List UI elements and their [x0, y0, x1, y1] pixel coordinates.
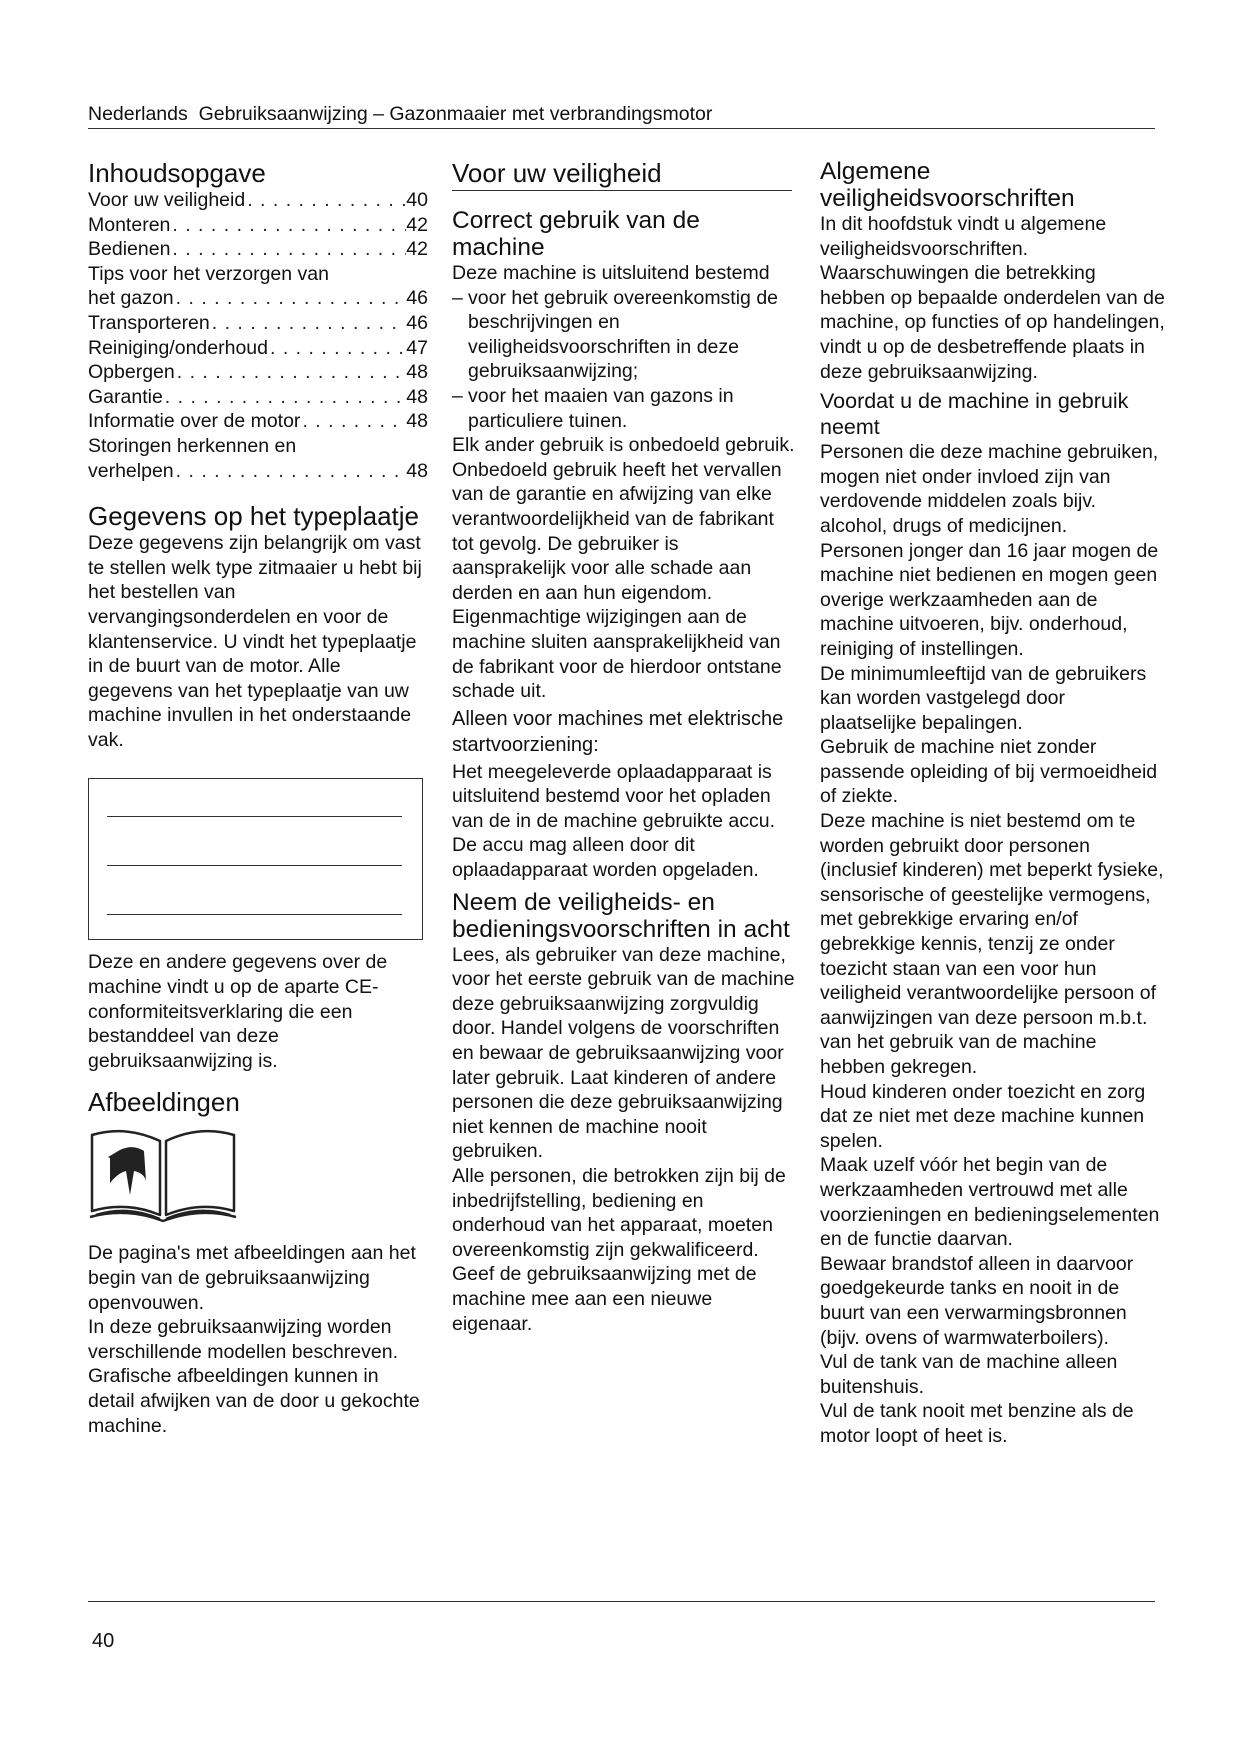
toc-leader [210, 311, 407, 336]
safety-title: Voor uw veiligheid [452, 158, 792, 191]
toc-entry[interactable] [88, 237, 428, 262]
toc-entry-page: 47 [406, 336, 428, 359]
toc-entry-label: Garantie [88, 385, 163, 408]
toc-entry[interactable] [88, 459, 428, 484]
toc-entry-page: 48 [406, 361, 428, 384]
toc-leader [174, 286, 407, 311]
general-title: Algemene veiligheidsvoorschriften [820, 158, 1075, 212]
toc-entry-label: Monteren [88, 213, 171, 236]
toc-entry[interactable] [88, 336, 428, 361]
bullet-text: voor het maaien van gazons in particuliere tuinen. [468, 384, 734, 432]
list-item: – voor het maaien van gazons in particuliere tuinen. [452, 384, 797, 433]
toc-list [88, 188, 428, 483]
before-use-paragraphs [820, 440, 1165, 1448]
column-middle [452, 158, 797, 1336]
toc-leader [170, 237, 406, 262]
before-use-paragraph: Personen jonger dan 16 jaar mogen de machine niet bedienen en mogen geen overige werkzaamheden aan de machine uitvoeren, bijv. onderhoud, reiniging of instellingen. [820, 539, 1159, 660]
toc-entry[interactable] [88, 409, 428, 434]
observe-title: Neem de veiligheids- en bedieningsvoorschriften in acht [452, 888, 790, 943]
toc-leader [174, 459, 407, 484]
typeplate-box[interactable] [88, 778, 423, 940]
toc-leader [163, 385, 407, 410]
toc-leader [300, 409, 406, 434]
column-left [88, 158, 428, 1438]
toc-entry[interactable] [88, 262, 428, 287]
toc-entry-label: Informatie over de motor [88, 410, 301, 433]
before-use-paragraph: Personen die deze machine gebruiken, mogen niet onder invloed zijn van verdovende middelen zoals bijv. alcohol, drugs of medicijnen. [820, 441, 1159, 537]
electric-body: Het meegeleverde oplaadapparaat is uitsluitend bestemd voor het opladen van de in de machine gebruikte accu. De accu mag alleen door dit oplaadapparaat worden opgeladen. [452, 760, 776, 882]
correct-use-p1: Elk ander gebruik is onbedoeld gebruik. Onbedoeld gebruik heeft het vervallen van de garantie en afwijzing van elke verantwoordelijkheid van de fabrikant tot gevolg. De gebruiker is aansprakelijk voor alle schade aan derden en aan hun eigendom. [452, 434, 795, 604]
before-use-paragraph: Bewaar brandstof alleen in daarvoor goedgekeurde tanks en nooit in de buurt van een verwarmingsbronnen (bijv. ovens of warmwaterboilers). [820, 1252, 1134, 1349]
toc-entry[interactable] [88, 286, 428, 311]
illustrations-body-2: In deze gebruiksaanwijzing worden verschillende modellen beschreven. Grafische afbeeldingen kunnen in detail afwijken van de door u gekochte machine. [88, 1316, 420, 1437]
general-p2: Waarschuwingen die betrekking hebben op bepaalde onderdelen van de machine, op functies of op handelingen, vindt u op de desbetreffende plaats in deze gebruiksaanwijzing. [820, 262, 1165, 383]
toc-entry[interactable] [88, 385, 428, 410]
toc-entry-label: Reiniging/onderhoud [88, 336, 268, 359]
toc-entry-page: 48 [406, 459, 428, 482]
toc-leader [175, 360, 407, 385]
toc-leader [268, 336, 406, 361]
before-use-paragraph: Vul de tank nooit met benzine als de motor loopt of heet is. [820, 1400, 1134, 1447]
observe-p3: Geef de gebruiksaanwijzing met de machine mee aan een nieuwe eigenaar. [452, 1263, 757, 1335]
running-header [88, 103, 712, 126]
typeplate-title: Gegevens op het typeplaatje [88, 501, 420, 532]
toc-entry-label: Bedienen [88, 238, 171, 261]
correct-use-intro: Deze machine is uitsluitend bestemd [452, 262, 770, 284]
header-title: Gebruiksaanwijzing – Gazonmaaier met verbrandingsmotor [198, 103, 713, 125]
observe-p2: Alle personen, die betrokken zijn bij de inbedrijfstelling, bediening en onderhoud van het apparaat, moeten overeenkomstig zijn gekwalificeerd. [452, 1165, 786, 1261]
before-use-paragraph: Maak uzelf vóór het begin van de werkzaamheden vertrouwd met alle voorzieningen en bedieningselementen en de functie daarvan. [820, 1154, 1160, 1251]
toc-entry-label: het gazon [88, 287, 174, 310]
toc-entry-label: Storingen herkennen en [88, 434, 297, 457]
footer-rule [88, 1601, 1155, 1602]
illustrations-title: Afbeeldingen [88, 1087, 240, 1118]
before-use-title: Voordat u de machine in gebruik neemt [820, 389, 1129, 440]
list-item: – voor het gebruik overeenkomstig de beschrijvingen en veiligheidsvoorschriften in deze gebruiksaanwijzing; [452, 286, 797, 384]
toc-leader [170, 213, 406, 238]
toc-entry-page: 40 [406, 189, 428, 211]
toc-entry-label: Tips voor het verzorgen van [88, 262, 329, 285]
toc-title: Inhoudsopgave [88, 158, 266, 188]
correct-use-title: Correct gebruik van de machine [452, 207, 700, 261]
book-page-turn-icon [88, 1127, 238, 1223]
toc-entry-page: 42 [406, 213, 428, 236]
before-use-paragraph: De minimumleeftijd van de gebruikers kan worden vastgelegd door plaatselijke bepalingen. [820, 662, 1147, 734]
toc-entry[interactable] [88, 311, 428, 336]
column-right [820, 158, 1165, 1449]
before-use-paragraph: Deze machine is niet bestemd om te worden gebruikt door personen (inclusief kinderen) met beperkt fysieke, sensorische of geestelijke vermogens, met gebrekkige ervaring en/of gebrekkige kennis, tenzij ze onder toezicht staan van een voor hun veiligheid verantwoordelijke persoon of aanwijzingen van deze persoon m.b.t. van het gebruik van de machine hebben gekregen. [820, 810, 1164, 1078]
illustrations-body-1: De pagina's met afbeeldingen aan het begin van de gebruiksaanwijzing openvouwen. [88, 1242, 416, 1314]
typeplate-line [107, 816, 402, 817]
toc-entry-page: 48 [406, 410, 428, 433]
toc-entry-page: 46 [406, 287, 428, 310]
header-language: Nederlands [88, 103, 188, 125]
toc-entry-page: 48 [406, 385, 428, 408]
toc-entry-label: Opbergen [88, 361, 175, 384]
bullet-text: voor het gebruik overeenkomstig de beschrijvingen en veiligheidsvoorschriften in deze gebruiksaanwijzing; [468, 286, 779, 383]
toc-entry[interactable] [88, 213, 428, 238]
before-use-paragraph: Gebruik de machine niet zonder passende opleiding of bij vermoeidheid of ziekte. [820, 736, 1158, 808]
general-p1: In dit hoofdstuk vindt u algemene veiligheidsvoorschriften. [820, 213, 1107, 260]
correct-use-p2: Eigenmachtige wijzigingen aan de machine sluiten aansprakelijkheid van de fabrikant voor de hierdoor ontstane schade uit. [452, 606, 782, 703]
toc-entry-page: 46 [406, 311, 428, 334]
toc-entry[interactable] [88, 188, 428, 213]
typeplate-line [107, 865, 402, 866]
toc-entry-label: verhelpen [88, 459, 174, 482]
toc-entry-label: Voor uw veiligheid [88, 189, 246, 211]
header-rule [88, 128, 1155, 129]
electric-heading: Alleen voor machines met elektrische startvoorziening: [452, 707, 784, 756]
toc-entry-label: Transporteren [88, 311, 210, 334]
typeplate-body: Deze gegevens zijn belangrijk om vast te stellen welk type zitmaaier u hebt bij het bestellen van vervangingsonderdelen en voor de klantenservice. U vindt het typeplaatje in de buurt van de motor. Alle gegevens van het typeplaatje van uw machine invullen in het onderstaande vak. [88, 532, 422, 751]
page-number: 40 [92, 1630, 115, 1652]
before-use-paragraph: Vul de tank van de machine alleen buitenshuis. [820, 1351, 1118, 1398]
toc-leader [245, 188, 406, 213]
toc-entry[interactable] [88, 360, 428, 385]
toc-entry-page: 42 [406, 238, 428, 261]
before-use-paragraph: Houd kinderen onder toezicht en zorg dat ze niet met deze machine kunnen spelen. [820, 1080, 1146, 1152]
typeplate-line [107, 914, 402, 915]
observe-p1: Lees, als gebruiker van deze machine, voor het eerste gebruik van de machine deze gebruiksaanwijzing zorgvuldig door. Handel volgens de voorschriften en bewaar de gebruiksaanwijzing voor later gebruik. Laat kinderen of andere personen die deze gebruiksaanwijzing niet kennen de machine nooit gebruiken. [452, 943, 795, 1163]
typeplate-after-box: Deze en andere gegevens over de machine vindt u op de aparte CE-conformiteitsverklaring die een bestanddeel van deze gebruiksaanwijzing is. [88, 951, 388, 1072]
toc-entry[interactable] [88, 434, 428, 459]
